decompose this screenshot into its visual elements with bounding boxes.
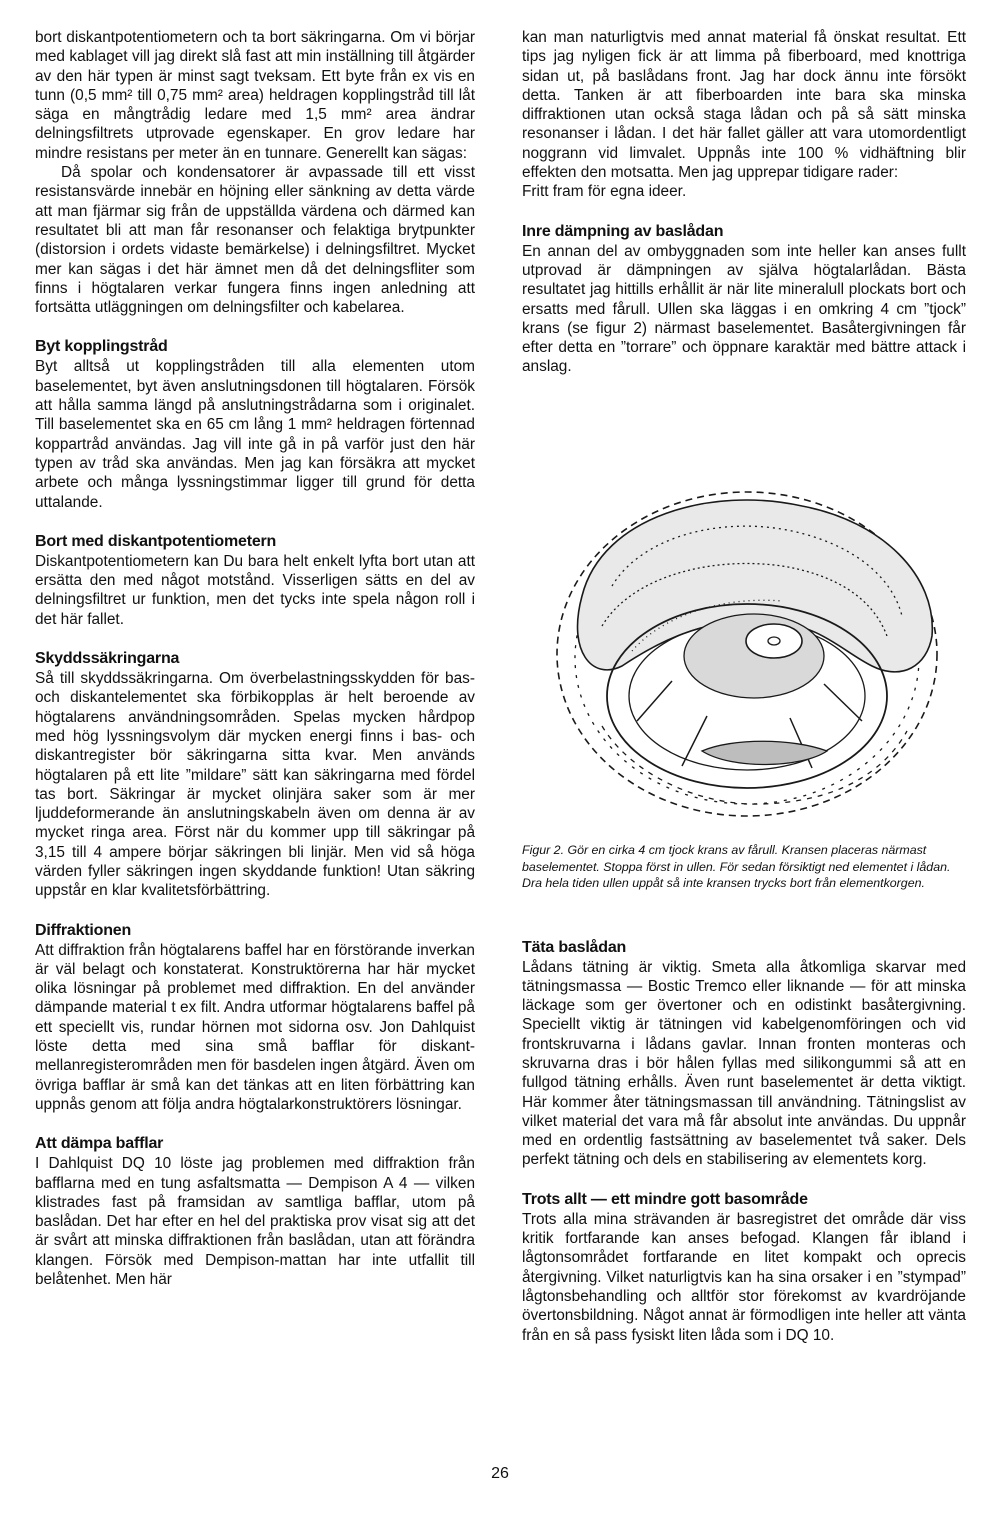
- section-byt-kopplingstrad: [35, 337, 475, 511]
- section-body: Så till skyddssäkringarna. Om överbelastningsskydden för bas- och diskantelementet ska förbikopplas är helt beroende av högtalarens användningsområden. Spelas mycken hårdpop med hög lyssningsvolym där mycken energi finns i bas- och diskantregister bör säkringarna sitta kvar. Men används högtalaren på ett lite ”mildare” sätt kan säkringarna med fördel tas bort. Säkringar är mycket olinjära saker som är mer ljuddeformerande än anslutningskabeln även om denna är av mycket ringa area. Först när du kommer upp till säkringar på 3,15 till 4 ampere börjar säkringen bli linjär. Men vid så höga värden fyller säkringen ingen skyddande funktion! Utan säkring uppstår en klar kvalitetsförbättring.: [35, 670, 475, 900]
- section-heading: Täta baslådan: [522, 938, 627, 956]
- right-column: [522, 28, 966, 377]
- page-number: 26: [491, 1465, 509, 1482]
- section-body: En annan del av ombyggnaden som inte heller kan anses fullt utprovad är dämpningen av själva högtalarlådan. Bästa resultatet jag hittills erhållit är när lite mineralull plockats bort och ersatts med fårull. Ullen ska läggas i en omkring 4 cm ”tjock” krans (se figur 2) närmast baselementet. Basåtergivningen får efter detta en ”torrare” och öppnare karaktär med bättre attack i anslag.: [522, 242, 966, 376]
- section-tata-basladan: [522, 938, 966, 1170]
- figure-caption: Figur 2. Gör en cirka 4 cm tjock krans av fårull. Kransen placeras närmast baselementet. Stoppa först in ullen. För sedan försiktigt ned elementet i lådan. Dra hela tiden ullen uppåt så inte kransen trycks bort från elementkorgen.: [522, 843, 951, 890]
- section-heading: Att dämpa bafflar: [35, 1135, 164, 1153]
- section-trots-allt: [522, 1190, 966, 1345]
- figure-2-illustration: [542, 476, 942, 826]
- section-skyddssakringarna: [35, 649, 475, 901]
- intro-paragraph-1: bort diskantpotentiometern och ta bort säkringarna. Om vi börjar med kablaget vill jag direkt slå fast att min inställning till åtgärder av den här typen är minst sagt tveksam. Ett byte från ex vis en tunn (0,5 mm² till 0,75 mm² area) heldragen kopplingstråd till låt säga en mångtrådig ledare med 1,5 mm² area ändrar delningsfiltrets utprovade egenskaper. En grov ledare har mindre resistans per meter än en tunnare. Generellt kan sägas:: [35, 29, 475, 162]
- section-diffraktionen: [35, 921, 475, 1115]
- speaker-cone: [684, 614, 824, 698]
- dust-cap: [746, 624, 802, 658]
- section-body: Diskantpotentiometern kan Du bara helt enkelt lyfta bort utan att ersätta den med något motstånd. Visserligen sätts en del av delningsfiltret ur funktion, men det tycks inte spela någon roll i det här fallet.: [35, 552, 475, 628]
- section-body: Lådans tätning är viktig. Smeta alla åtkomliga skarvar med tätningsmassa — Bostic Tremco eller liknande — för att minska läckage som ger övertoner och en odistinkt basåtergivning. Speciellt viktig är tätningen vid kabelgenomföringen och vid frontskruvarna i lådans gavlar. Innan fronten monteras och skruvarna dras i bör hålen fyllas med silikongummi så att en fullgod tätning erhålls. Även runt baselementet är detta viktigt. Här kommer åter tätningsmassan till användning. Tätningslist av vilket material det vara må får absolut inte användas. Du uppnår med en ordentlig fastsättning av baselementet två saker. Dels perfekt tätning och dels en stabilisering av elementets korg.: [522, 958, 966, 1169]
- section-heading: Trots allt — ett mindre gott basområde: [522, 1190, 808, 1208]
- section-body: I Dahlquist DQ 10 löste jag problemen med diffraktion från bafflarna med en tung asfaltsmatta — Dempison A 4 — vilken klistrades fast på framsidan av samtliga bafflar, utom på baslådan. Det har efter en hel del praktiska prov visat sig att det är svårt att minska diffraktionen från baslådan, utan att förändra klangen. Försök med Dempison-mattan har inte utfallit till belåtenhet. Men här: [35, 1155, 475, 1289]
- figure-2: [522, 476, 966, 1345]
- section-att-dampa-bafflar: [35, 1134, 475, 1289]
- section-bort-med-diskantpotentiometern: [35, 532, 475, 629]
- continued-paragraph-last: Fritt fram för egna ideer.: [522, 183, 687, 201]
- section-heading: Inre dämpning av baslådan: [522, 222, 724, 240]
- section-body: Trots alla mina strävanden är basregistret det område där viss kritik fortfarande kan anses befogad. Klangen får ibland i lågtonsområdet fortfarande en litet kompakt och oprecis återgivning. Vilket naturligtvis kan ha sina orsaker i en ”stympad” lågtonsbehandling och alltför stor förekomst av kvardröjande övertonsbildning. Något annat är förmodligen inte heller att vänta från en så pass fysiskt liten låda som i DQ 10.: [522, 1210, 966, 1344]
- section-heading: Bort med diskantpotentiometern: [35, 532, 277, 550]
- intro-paragraph-2: Då spolar och kondensatorer är avpassade till ett visst resistansvärde innebär en höjning eller sänkning av detta värde att man fjärmar sig från de uppställda värdena och därmed kan resultatet bli att man får resonanser och felaktiga brytpunkter (distorsion i ordets vidaste bemärkelse) i delningsfiltret. Mycket mer kan sägas i det här ämnet men då det delningsfliter som finns i högtalaren verkar fungera finns ingen anledning att fortsätta utläggningen om delningsfilter och kabelarea.: [35, 164, 475, 317]
- left-column: [35, 28, 475, 1289]
- section-body: Att diffraktion från högtalarens baffel har en förstörande inverkan är väl belagt och konstaterat. Konstruktörerna har här mycket olika lösningar på problemet med diffraktion. En del använder dämpande material t ex filt. Andra utformar högtalarens baffel på ett speciellt vis, rundar hörnen mot sidorna osv. Jon Dahlquist löste detta med sina små bafflar för diskant- mellanregisterområden men för basdelen ingen åtgärd. Även om övriga bafflar är små kan det tänkas att en liten förbättring kan uppnås genom att följa andra högtalarkonstruktörers lösningar.: [35, 941, 475, 1113]
- section-heading: Skyddssäkringarna: [35, 650, 180, 668]
- section-heading: Byt kopplingstråd: [35, 338, 168, 356]
- continued-paragraph: kan man naturligtvis med annat material få önskat resultat. Ett tips jag nyligen fick är att limma på fiberboard, med knottriga sidan ut, på baslådans front. Jag har dock ännu inte försökt detta. Tanken är att fiberboarden inte bara ska minska diffraktionen utan också staga lådan och på så sätt minska resonanser i lådan. I det här fallet gäller att vara utomordentligt noggrann vid limvalet. Uppnås inte 100 % vidhäftning blir effekten den motsatta. Men jag upprepar tidigare rader:: [522, 29, 966, 182]
- section-body: Byt alltså ut kopplingstråden till alla elementen utom baselementet, byt även anslutningsdonen till högtalaren. Försök att hålla samma längd på anslutningstrådarna som i originalet. Till baselementet ska en 65 cm lång 1 mm² heldragen förtennad koppartråd användas. Jag vill inte gå in på varför just den här typen av tråd ska användas. Men jag kan försäkra att mycket arbete och många lyssningstimmar ligger till grund för detta uttalande.: [35, 358, 475, 511]
- section-heading: Diffraktionen: [35, 921, 132, 939]
- section-inre-dampning: [522, 222, 966, 377]
